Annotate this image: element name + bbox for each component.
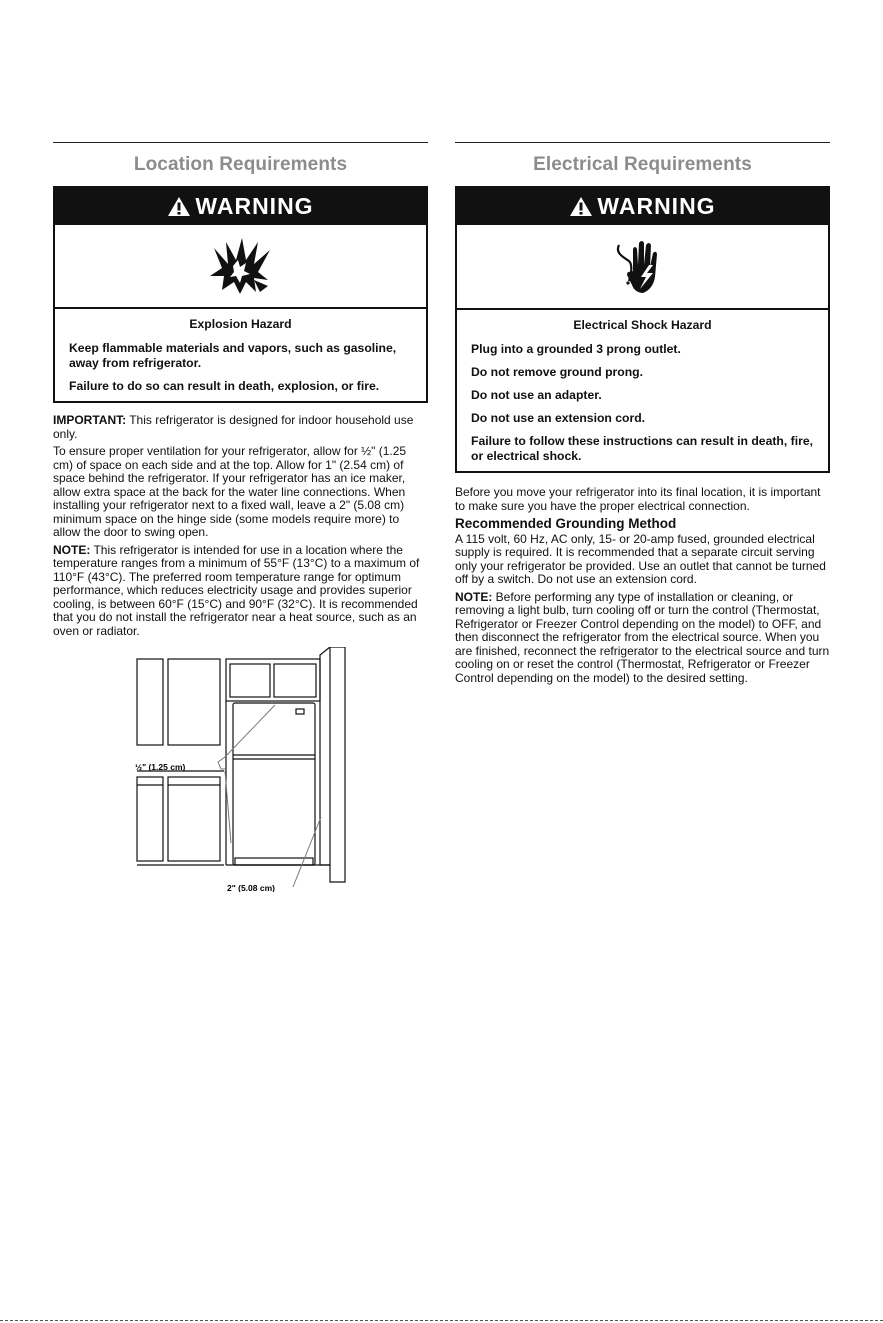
warning-header	[457, 188, 828, 225]
hazard-icon-area	[55, 225, 426, 309]
warning-body	[457, 310, 828, 474]
warning-triangle-icon	[569, 196, 593, 217]
important-paragraph	[53, 414, 428, 441]
warning-line: Do not remove ground prong.	[471, 365, 643, 379]
note-text: Before performing any type of installation or cleaning, or removing a light bulb, turn cooling off or turn the control (Thermostat, Refrigerator or Freezer Control depending on the model) to OFF, and then disconnect the refrigerator from the electrical source. When you are finished, reconnect the refrigerator to the electrical source and turn cooling on or reset the control (Thermostat, Refrigerator or Freezer Control depending on the model) to the desired setting.	[455, 589, 830, 685]
warning-header	[55, 188, 426, 225]
section-title: Location Requirements	[133, 154, 348, 175]
note-paragraph	[53, 544, 428, 639]
note-paragraph	[455, 591, 830, 686]
warning-line: Do not use an adapter.	[471, 388, 602, 402]
important-label: IMPORTANT:	[53, 413, 127, 427]
refrigerator	[233, 703, 315, 865]
warning-line: Keep flammable materials and vapors, such as gasoline, away from refrigerator.	[69, 341, 397, 370]
electrical-shock-icon	[613, 235, 673, 299]
explosion-icon	[206, 236, 276, 296]
warning-line: Do not use an extension cord.	[471, 411, 646, 425]
warning-body	[55, 309, 426, 404]
grounding-subheading: Recommended Grounding Method	[455, 516, 677, 531]
wall-clearance-label: 2" (5.08 cm)	[227, 883, 275, 892]
upper-cabinet	[168, 659, 220, 745]
electrical-text	[455, 486, 830, 685]
page-bottom-edge	[0, 1320, 883, 1321]
location-text	[53, 414, 428, 638]
fixed-wall	[320, 647, 345, 882]
important-text: This refrigerator is designed for indoor household use only.	[53, 413, 414, 441]
electrical-warning-box	[455, 186, 830, 473]
location-requirements-section	[53, 142, 428, 892]
note-label: NOTE:	[53, 542, 91, 557]
electrical-requirements-section	[455, 142, 830, 689]
upper-cabinet	[274, 664, 316, 697]
section-rule	[53, 142, 428, 143]
hazard-title: Electrical Shock Hazard	[573, 318, 712, 332]
warning-header-text: WARNING	[195, 193, 314, 219]
lower-cabinet	[168, 777, 220, 861]
refrigerator-clearance-diagram	[135, 647, 435, 892]
warning-triangle-icon	[167, 196, 191, 217]
note-text: This refrigerator is intended for use in a location where the temperature ranges from a minimum of 55°F (13°C) to a maximum of 110°F (43°C). The preferred room temperature range for optimum performance, which reduces electricity usage and provides superior cooling, is between 60°F (15°C) and 90°F (32°C). It is recommended that you do not install the refrigerator near a heat source, such as an oven or radiator.	[53, 542, 420, 638]
lower-cabinet	[137, 777, 163, 861]
connection-paragraph: Before you move your refrigerator into its final location, it is important to make sure you have the proper electrical connection.	[455, 485, 821, 513]
hazard-icon-area	[457, 225, 828, 310]
side-clearance-label: ½" (1.25 cm)	[135, 762, 186, 772]
warning-line: Failure to do so can result in death, explosion, or fire.	[69, 379, 380, 393]
section-rule	[455, 142, 830, 143]
warning-header-text: WARNING	[597, 193, 716, 219]
explosion-warning-box	[53, 186, 428, 403]
hazard-title: Explosion Hazard	[189, 317, 292, 331]
grounding-paragraph: A 115 volt, 60 Hz, AC only, 15- or 20-amp fused, grounded electrical supply is required. It is recommended that a separate circuit serving only your refrigerator be provided. Use an outlet that cannot be turned off by a switch. Do not use an extension cord.	[455, 531, 826, 586]
warning-line: Failure to follow these instructions can result in death, fire, or electrical shock.	[471, 434, 813, 463]
upper-cabinet	[230, 664, 270, 697]
ventilation-paragraph: To ensure proper ventilation for your refrigerator, allow for ½" (1.25 cm) of space on each side and at the top. Allow for 1" (2.54 cm) of space behind the refrigerator. If your refrigerator has an ice maker, allow extra space at the back for the water line connections. When installing your refrigerator next to a fixed wall, leave a 2" (5.08 cm) minimum space on the hinge side (some models require more) to allow the door to swing open.	[53, 444, 407, 539]
section-title: Electrical Requirements	[533, 154, 752, 175]
upper-cabinet	[137, 659, 163, 745]
note-label: NOTE:	[455, 589, 493, 604]
warning-line: Plug into a grounded 3 prong outlet.	[471, 342, 681, 356]
